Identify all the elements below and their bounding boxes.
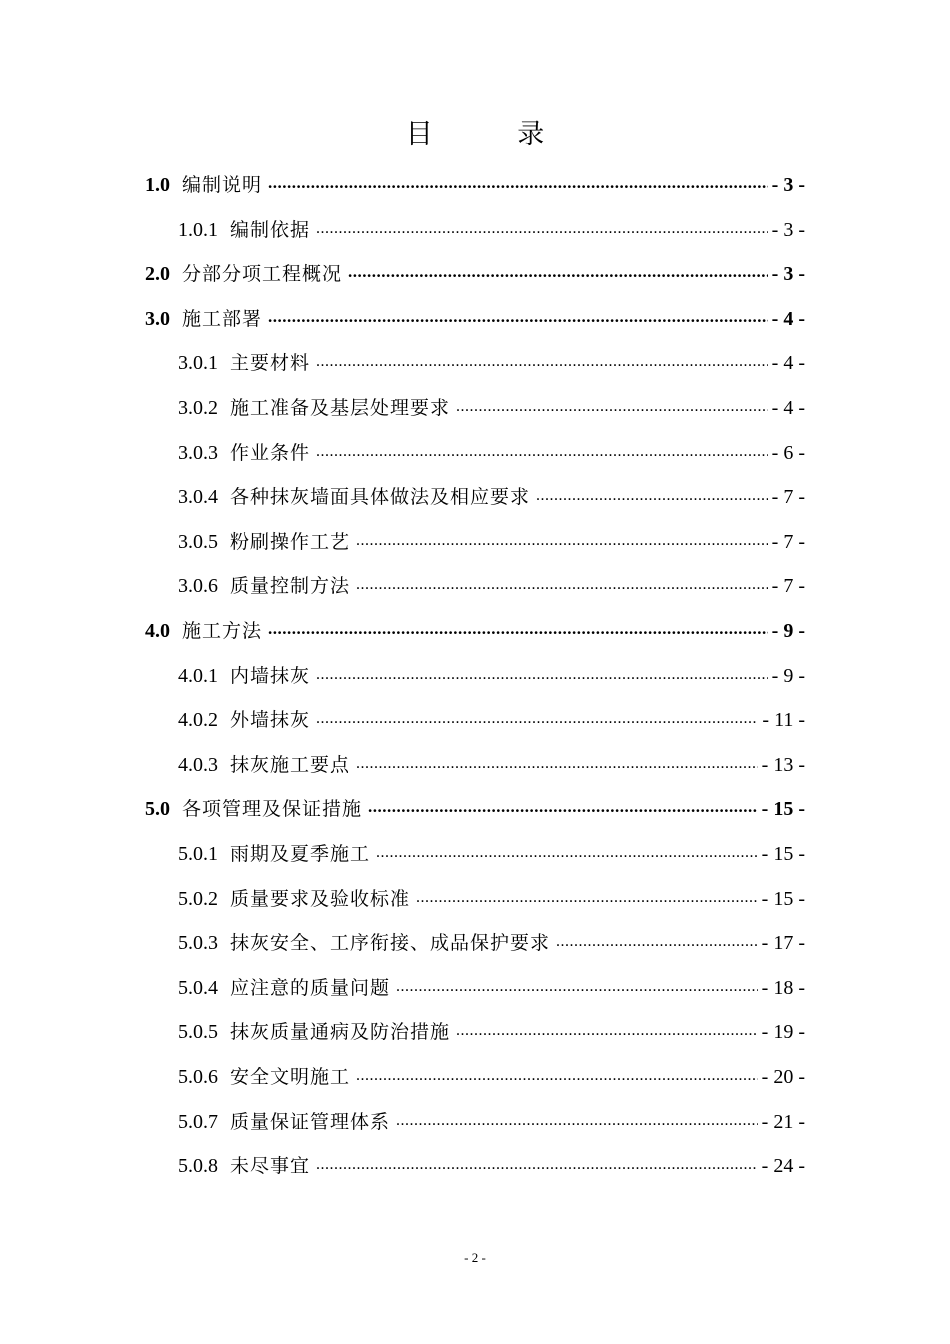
toc-entry-page: - 15 - xyxy=(761,887,805,910)
toc-entry-number: 5.0.7 xyxy=(178,1110,218,1133)
toc-entry-number: 5.0.3 xyxy=(178,932,218,955)
toc-entry-label: 施工方法 xyxy=(182,620,263,642)
toc-entry[interactable] xyxy=(178,527,805,567)
toc-entry-label: 施工准备及基层处理要求 xyxy=(230,397,451,419)
toc-entry[interactable] xyxy=(145,616,805,656)
toc-entry-page: - 17 - xyxy=(761,932,805,955)
toc-entry[interactable] xyxy=(178,750,805,790)
toc-entry[interactable] xyxy=(178,438,805,478)
toc-dot-leader xyxy=(396,1108,758,1128)
toc-entry[interactable] xyxy=(178,884,805,924)
toc-dot-leader xyxy=(356,572,768,592)
toc-entry[interactable] xyxy=(178,839,805,879)
page-number: - 2 - xyxy=(464,1250,486,1265)
toc-dot-leader xyxy=(316,706,758,726)
toc-entry[interactable] xyxy=(178,1107,805,1147)
toc-entry-page: - 7 - xyxy=(771,530,805,553)
toc-dot-leader xyxy=(316,1152,758,1172)
toc-entry-number: 5.0 xyxy=(145,798,170,821)
toc-entry-label: 施工部署 xyxy=(182,307,263,330)
toc-entry[interactable] xyxy=(178,348,805,388)
toc-entry-number: 1.0 xyxy=(145,174,170,196)
toc-entry-page: - 15 - xyxy=(761,843,805,865)
toc-entry[interactable] xyxy=(178,973,805,1013)
toc-dot-leader xyxy=(376,840,758,860)
toc-dot-leader xyxy=(456,1018,758,1038)
toc-entry-number: 5.0.8 xyxy=(178,1155,218,1178)
toc-dot-leader xyxy=(416,885,758,905)
toc-dot-leader xyxy=(356,528,768,548)
toc-entry-number: 3.0 xyxy=(145,307,170,330)
toc-entry-label: 质量控制方法 xyxy=(230,575,351,598)
toc-dot-leader xyxy=(268,305,768,325)
toc-entry-label: 编制说明 xyxy=(182,174,263,196)
toc-dot-leader xyxy=(356,751,758,771)
toc-entry-label: 内墙抹灰 xyxy=(230,664,311,687)
toc-entry-page: - 9 - xyxy=(771,620,805,642)
toc-entry-label: 抹灰安全、工序衔接、成品保护要求 xyxy=(230,932,551,955)
toc-entry-number: 4.0.1 xyxy=(178,664,218,687)
toc-entry-number: 3.0.2 xyxy=(178,397,218,419)
toc-entry[interactable] xyxy=(178,1062,805,1102)
toc-entry-page: - 9 - xyxy=(771,664,805,687)
toc-dot-leader xyxy=(316,216,768,236)
toc-entry-label: 各项管理及保证措施 xyxy=(182,798,363,821)
toc-entry[interactable] xyxy=(178,571,805,611)
toc-dot-leader xyxy=(268,617,768,637)
toc-entry[interactable] xyxy=(178,482,805,522)
toc-entry-number: 5.0.2 xyxy=(178,887,218,910)
toc-entry[interactable] xyxy=(178,1017,805,1057)
toc-entry-page: - 3 - xyxy=(771,174,805,196)
toc-entry-page: - 11 - xyxy=(762,709,805,732)
toc-entry-number: 4.0.2 xyxy=(178,709,218,732)
toc-entry-page: - 15 - xyxy=(761,798,805,821)
toc-entry-label: 安全文明施工 xyxy=(230,1066,351,1088)
toc-dot-leader xyxy=(316,439,768,459)
toc-dot-leader xyxy=(356,1063,758,1083)
toc-entry-label: 外墙抹灰 xyxy=(230,709,311,732)
toc-entry-number: 3.0.3 xyxy=(178,441,218,464)
toc-dot-leader xyxy=(316,662,768,682)
toc-entry-number: 4.0.3 xyxy=(178,753,218,776)
toc-entry[interactable] xyxy=(145,259,805,299)
toc-entry-page: - 3 - xyxy=(771,263,805,286)
toc-entry-label: 质量要求及验收标准 xyxy=(230,887,411,910)
toc-entry-number: 4.0 xyxy=(145,620,170,642)
toc-entry[interactable] xyxy=(178,215,805,255)
toc-dot-leader xyxy=(368,795,758,815)
toc-entry-label: 质量保证管理体系 xyxy=(230,1110,391,1133)
toc-entry[interactable] xyxy=(145,170,805,210)
toc-entry-number: 5.0.4 xyxy=(178,976,218,999)
toc-entry-label: 未尽事宜 xyxy=(230,1155,311,1178)
toc-entry-number: 3.0.4 xyxy=(178,486,218,509)
toc-entry[interactable] xyxy=(178,928,805,968)
toc-entry[interactable] xyxy=(178,1151,805,1191)
toc-entry-label: 各种抹灰墙面具体做法及相应要求 xyxy=(230,486,531,509)
toc-dot-leader xyxy=(536,483,768,503)
toc-entry-label: 雨期及夏季施工 xyxy=(230,843,371,865)
toc-entry-number: 1.0.1 xyxy=(178,218,218,241)
toc-entry-page: - 24 - xyxy=(761,1155,805,1178)
toc-entry-label: 主要材料 xyxy=(230,352,311,375)
toc-entry-number: 5.0.6 xyxy=(178,1066,218,1088)
toc-entry-label: 分部分项工程概况 xyxy=(182,263,343,286)
toc-entry-label: 抹灰质量通病及防治措施 xyxy=(230,1021,451,1044)
toc-entry-label: 作业条件 xyxy=(230,441,311,464)
toc-entry-label: 抹灰施工要点 xyxy=(230,753,351,776)
toc-entry-number: 2.0 xyxy=(145,263,170,286)
toc-dot-leader xyxy=(556,929,758,949)
toc-entry-page: - 18 - xyxy=(761,976,805,999)
toc-entry[interactable] xyxy=(178,393,805,433)
toc-entry[interactable] xyxy=(145,304,805,344)
toc-entry-page: - 13 - xyxy=(761,753,805,776)
toc-entry[interactable] xyxy=(145,794,805,834)
toc-entry-page: - 21 - xyxy=(761,1110,805,1133)
toc-entry-page: - 4 - xyxy=(771,397,805,419)
toc-entry-label: 编制依据 xyxy=(230,218,311,241)
toc-entry-page: - 20 - xyxy=(761,1066,805,1088)
toc-entry-page: - 7 - xyxy=(771,486,805,509)
toc-entry-page: - 7 - xyxy=(771,575,805,598)
toc-dot-leader xyxy=(456,394,768,414)
toc-entry-label: 应注意的质量问题 xyxy=(230,976,391,999)
toc-dot-leader xyxy=(396,974,758,994)
toc-entry[interactable] xyxy=(178,661,805,701)
toc-dot-leader xyxy=(268,171,768,191)
toc-entry-label: 粉刷操作工艺 xyxy=(230,530,351,553)
toc-entry-page: - 6 - xyxy=(771,441,805,464)
toc-entry-number: 5.0.1 xyxy=(178,843,218,865)
toc-entry-number: 3.0.1 xyxy=(178,352,218,375)
toc-dot-leader xyxy=(348,260,768,280)
toc-entry-number: 3.0.6 xyxy=(178,575,218,598)
toc-entry-page: - 4 - xyxy=(771,352,805,375)
toc-entry-number: 3.0.5 xyxy=(178,530,218,553)
page-title: 目 录 xyxy=(405,119,583,150)
toc-dot-leader xyxy=(316,349,768,369)
toc-entry-page: - 19 - xyxy=(761,1021,805,1044)
toc-entry-page: - 4 - xyxy=(771,307,805,330)
toc-entry-page: - 3 - xyxy=(771,218,805,241)
toc-entry[interactable] xyxy=(178,705,805,745)
toc-entry-number: 5.0.5 xyxy=(178,1021,218,1044)
